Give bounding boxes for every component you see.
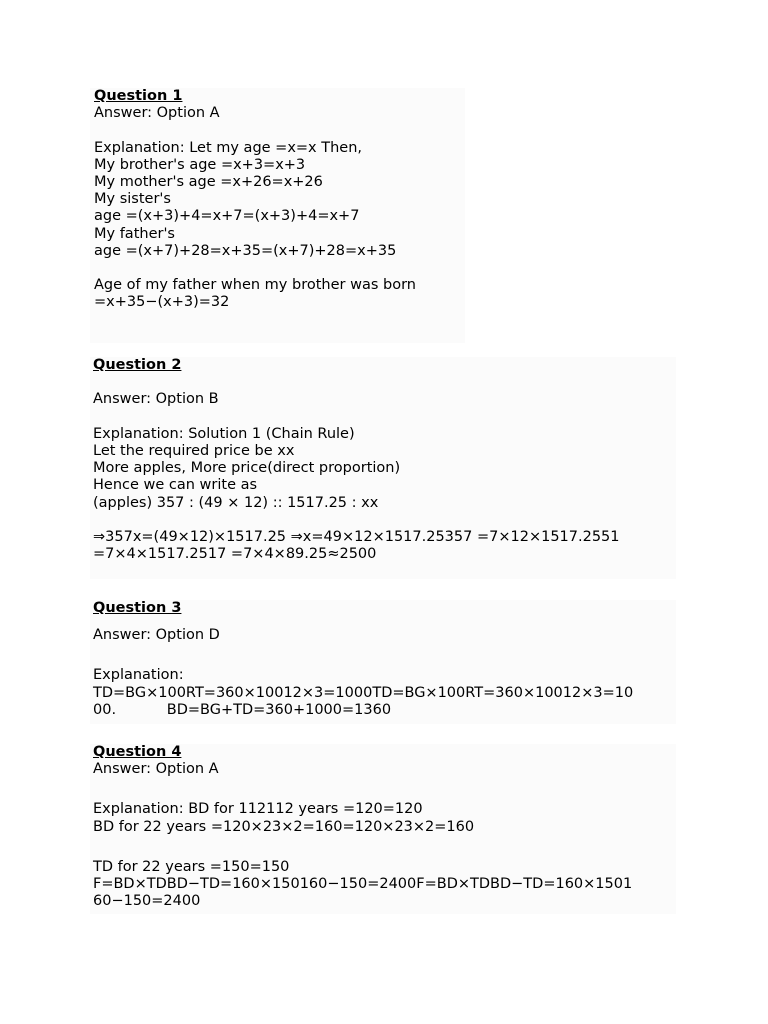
q1-line-4: My sister's — [94, 191, 171, 208]
question-4-title: Question 4 — [93, 744, 182, 760]
q4-line-6: 60−150=2400 — [93, 893, 201, 910]
q4-line-2: BD for 22 years =120×23×2=160=120×23×2=160 — [93, 818, 475, 835]
q2-line-5: (apples) 357 : (49 × 12) :: 1517.25 : xx — [93, 494, 379, 511]
q3-line-3: 00. BD=BG+TD=360+1000=1360 — [93, 701, 392, 718]
q2-line-7: ⇒357x=(49×12)×1517.25 ⇒x=49×12×1517.25357 =7×12×1517.2551 — [93, 528, 620, 545]
q4-line-4: TD for 22 years =150=150 — [93, 858, 290, 875]
q1-line-1: Explanation: Let my age =x=x Then, — [94, 139, 363, 156]
q3-line-2: TD=BG×100RT=360×10012×3=1000TD=BG×100RT=360×10012×3=10 — [93, 684, 634, 701]
question-3-block — [90, 600, 676, 724]
q3-line-1: Explanation: — [93, 667, 184, 684]
q1-line-5: age =(x+3)+4=x+7=(x+3)+4=x+7 — [94, 208, 360, 225]
q2-line-2: Let the required price be xx — [93, 442, 295, 459]
question-1-answer: Answer: Option A — [94, 105, 220, 122]
question-2-answer: Answer: Option B — [93, 391, 219, 408]
q2-line-4: Hence we can write as — [93, 477, 258, 494]
question-4-answer: Answer: Option A — [93, 761, 219, 778]
q1-line-7: age =(x+7)+28=x+35=(x+7)+28=x+35 — [94, 242, 397, 259]
question-3-title: Question 3 — [93, 600, 182, 616]
q4-line-5: F=BD×TDBD−TD=160×150160−150=2400F=BD×TDBD−TD=160×1501 — [93, 875, 633, 892]
q4-line-1: Explanation: BD for 112112 years =120=120 — [93, 801, 423, 818]
q1-line-10: =x+35−(x+3)=32 — [94, 294, 230, 311]
question-1-block — [90, 88, 465, 343]
question-1-title: Question 1 — [94, 88, 183, 104]
question-2-block — [90, 357, 676, 579]
question-4-block — [90, 744, 676, 914]
question-3-answer: Answer: Option D — [93, 627, 220, 644]
q1-line-2: My brother's age =x+3=x+3 — [94, 156, 306, 173]
q1-line-9: Age of my father when my brother was born — [94, 277, 416, 294]
q1-line-3: My mother's age =x+26=x+26 — [94, 173, 323, 190]
q1-line-6: My father's — [94, 225, 175, 242]
q2-line-1: Explanation: Solution 1 (Chain Rule) — [93, 425, 355, 442]
question-2-title: Question 2 — [93, 357, 182, 373]
q2-line-3: More apples, More price(direct proportion) — [93, 460, 401, 477]
q2-line-8: =7×4×1517.2517 =7×4×89.25≈2500 — [93, 546, 377, 563]
